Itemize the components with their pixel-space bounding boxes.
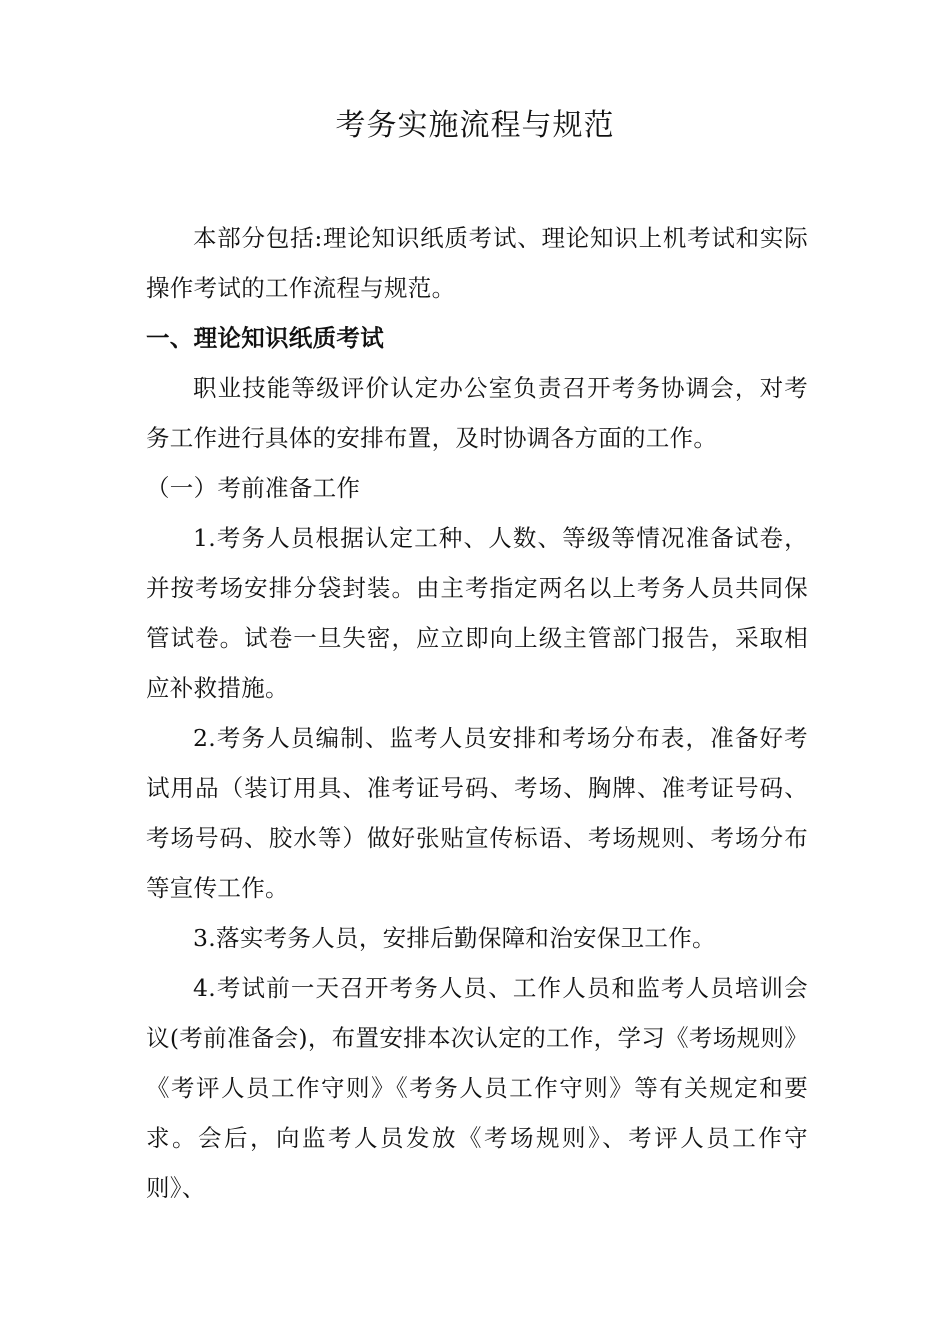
item-paragraph-4: 4.考试前一天召开考务人员、工作人员和监考人员培训会议(考前准备会)，布置安排本次认定的工作，学习《考场规则》《考评人员工作守则》《考务人员工作守则》等有关规定和要求。会后，向监考人员发放《考场规则》、考评人员工作守则》、: [146, 974, 808, 1202]
document-title: 考务实施流程与规范: [335, 108, 615, 143]
subsection-heading: （一）考前准备工作: [146, 474, 361, 502]
document-body: [146, 213, 808, 1213]
section-intro-paragraph: 职业技能等级评价认定办公室负责召开考务协调会，对考务工作进行具体的安排布置，及时协调各方面的工作。: [146, 374, 808, 452]
item-paragraph-1: 1.考务人员根据认定工种、人数、等级等情况准备试卷，并按考场安排分袋封装。由主考指定两名以上考务人员共同保管试卷。试卷一旦失密，应立即向上级主管部门报告，采取相应补救措施。: [146, 524, 808, 702]
section-heading: 一、理论知识纸质考试: [146, 324, 384, 352]
item-paragraph-2: 2.考务人员编制、监考人员安排和考场分布表，准备好考试用品（装订用具、准考证号码、考场、胸牌、准考证号码、考场号码、胶水等）做好张贴宣传标语、考场规则、考场分布等宣传工作。: [146, 724, 808, 902]
item-paragraph-3: 3.落实考务人员，安排后勤保障和治安保卫工作。: [193, 924, 716, 952]
intro-paragraph: 本部分包括:理论知识纸质考试、理论知识上机考试和实际操作考试的工作流程与规范。: [146, 224, 808, 302]
